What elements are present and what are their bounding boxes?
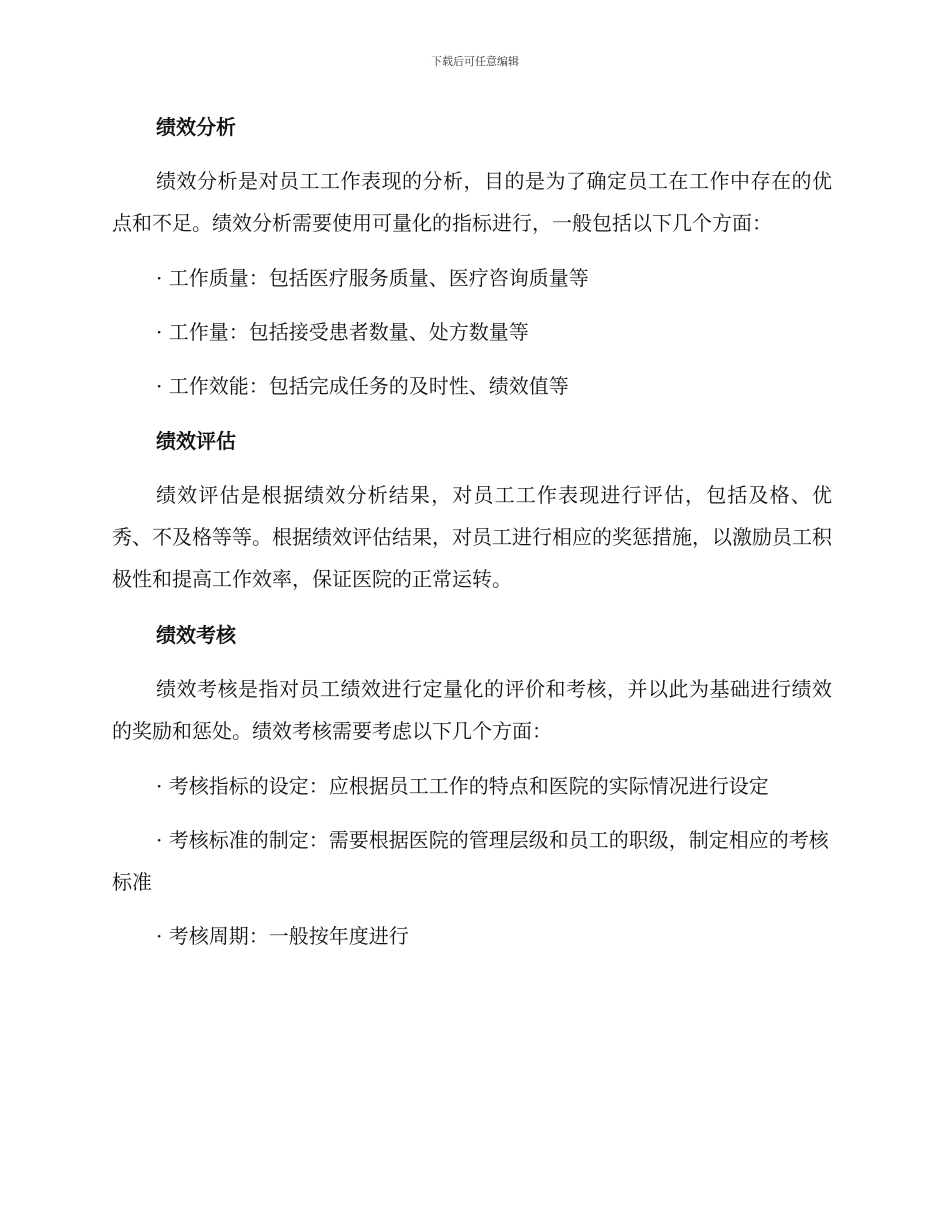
section-paragraph-assessment: 绩效考核是指对员工绩效进行定量化的评价和考核，并以此为基础进行绩效的奖励和惩处。绩效考核需要考虑以下几个方面： [112,677,832,743]
bullet-item: · 考核指标的设定：应根据员工工作的特点和医院的实际情况进行设定 [156,774,769,798]
bullet-item: · 考核周期：一般按年度进行 [156,924,409,948]
bullet-item: · 工作量：包括接受患者数量、处方数量等 [156,320,529,344]
document-body [112,105,832,969]
section-heading-evaluation: 绩效评估 [156,429,236,453]
bullet-item: · 考核标准的制定：需要根据医院的管理层级和员工的职级，制定相应的考核标准 [112,828,829,894]
section-paragraph-analysis: 绩效分析是对员工工作表现的分析，目的是为了确定员工在工作中存在的优点和不足。绩效分析需要使用可量化的指标进行，一般包括以下几个方面： [112,169,832,235]
section-paragraph-evaluation: 绩效评估是根据绩效分析结果，对员工工作表现进行评估，包括及格、优秀、不及格等等。根据绩效评估结果，对员工进行相应的奖惩措施，以激励员工积极性和提高工作效率，保证医院的正常运转。 [112,483,832,591]
section-heading-analysis: 绩效分析 [156,115,236,139]
page-header: 下载后可任意编辑 [431,55,519,68]
bullet-item: · 工作效能：包括完成任务的及时性、绩效值等 [156,374,569,398]
section-heading-assessment: 绩效考核 [156,623,236,647]
bullet-item: · 工作质量：包括医疗服务质量、医疗咨询质量等 [156,266,589,290]
